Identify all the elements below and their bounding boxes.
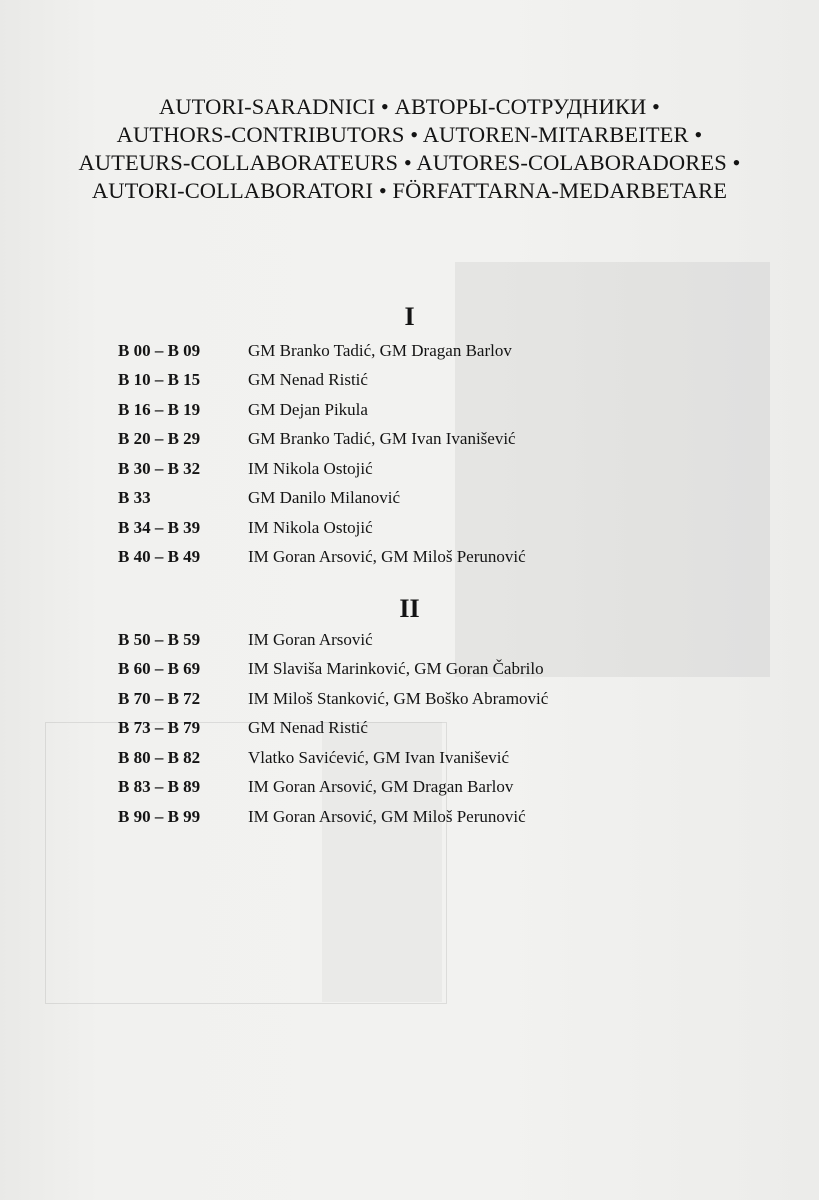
list-item [118, 655, 718, 685]
contributors-heading [0, 93, 819, 205]
list-item [118, 684, 718, 714]
heading-line: AUTHORS-CONTRIBUTORS • AUTOREN-MITARBEITER • [116, 122, 703, 147]
list-item [118, 513, 718, 543]
heading-line: AUTORI-COLLABORATORI • FÖRFATTARNA-MEDARBETARE [91, 178, 728, 203]
eco-range: B 16 – B 19 [118, 399, 201, 419]
author-names: GM Branko Tadić, GM Ivan Ivanišević [248, 429, 516, 449]
list-item [118, 543, 718, 573]
list-item [118, 625, 718, 655]
list-item [118, 743, 718, 773]
list-item [118, 773, 718, 803]
author-names: IM Goran Arsović, GM Miloš Perunović [248, 806, 526, 826]
list-item [118, 336, 718, 366]
author-names: IM Nikola Ostojić [248, 458, 373, 478]
eco-range: B 83 – B 89 [118, 777, 201, 797]
list-item [118, 484, 718, 514]
eco-range: B 73 – B 79 [118, 718, 201, 738]
eco-range: B 70 – B 72 [118, 688, 201, 708]
list-item [118, 802, 718, 832]
author-names: IM Miloš Stanković, GM Boško Abramović [248, 688, 549, 708]
eco-range: B 50 – B 59 [118, 629, 201, 649]
eco-range: B 33 [118, 488, 151, 508]
author-names: IM Goran Arsović [248, 629, 373, 649]
volume-2-list [118, 625, 718, 832]
list-item [118, 425, 718, 455]
list-item [118, 454, 718, 484]
eco-range: B 20 – B 29 [118, 429, 201, 449]
eco-range: B 10 – B 15 [118, 370, 201, 390]
author-names: IM Goran Arsović, GM Miloš Perunović [248, 547, 526, 567]
list-item [118, 714, 718, 744]
author-names: GM Nenad Ristić [248, 370, 368, 390]
author-names: GM Branko Tadić, GM Dragan Barlov [248, 340, 512, 360]
eco-range: B 90 – B 99 [118, 806, 201, 826]
heading-line: AUTEURS-COLLABORATEURS • AUTORES-COLABORADORES • [78, 150, 741, 175]
eco-range: B 34 – B 39 [118, 517, 201, 537]
author-names: GM Dejan Pikula [248, 399, 368, 419]
volume-numeral-2: II [399, 594, 420, 623]
eco-range: B 60 – B 69 [118, 659, 201, 679]
eco-range: B 40 – B 49 [118, 547, 201, 567]
author-names: IM Slaviša Marinković, GM Goran Čabrilo [248, 659, 544, 679]
author-names: GM Danilo Milanović [248, 488, 401, 508]
eco-range: B 30 – B 32 [118, 458, 201, 478]
list-item [118, 366, 718, 396]
volume-1-list [118, 336, 718, 572]
eco-range: B 00 – B 09 [118, 340, 201, 360]
eco-range: B 80 – B 82 [118, 747, 201, 767]
author-names: GM Nenad Ristić [248, 718, 368, 738]
author-names: IM Goran Arsović, GM Dragan Barlov [248, 777, 514, 797]
author-names: IM Nikola Ostojić [248, 517, 373, 537]
list-item [118, 395, 718, 425]
author-names: Vlatko Savićević, GM Ivan Ivanišević [248, 747, 510, 767]
heading-line: AUTORI-SARADNICI • АВТОРЫ-СОТРУДНИКИ • [158, 94, 660, 119]
volume-numeral-1: I [404, 302, 415, 331]
